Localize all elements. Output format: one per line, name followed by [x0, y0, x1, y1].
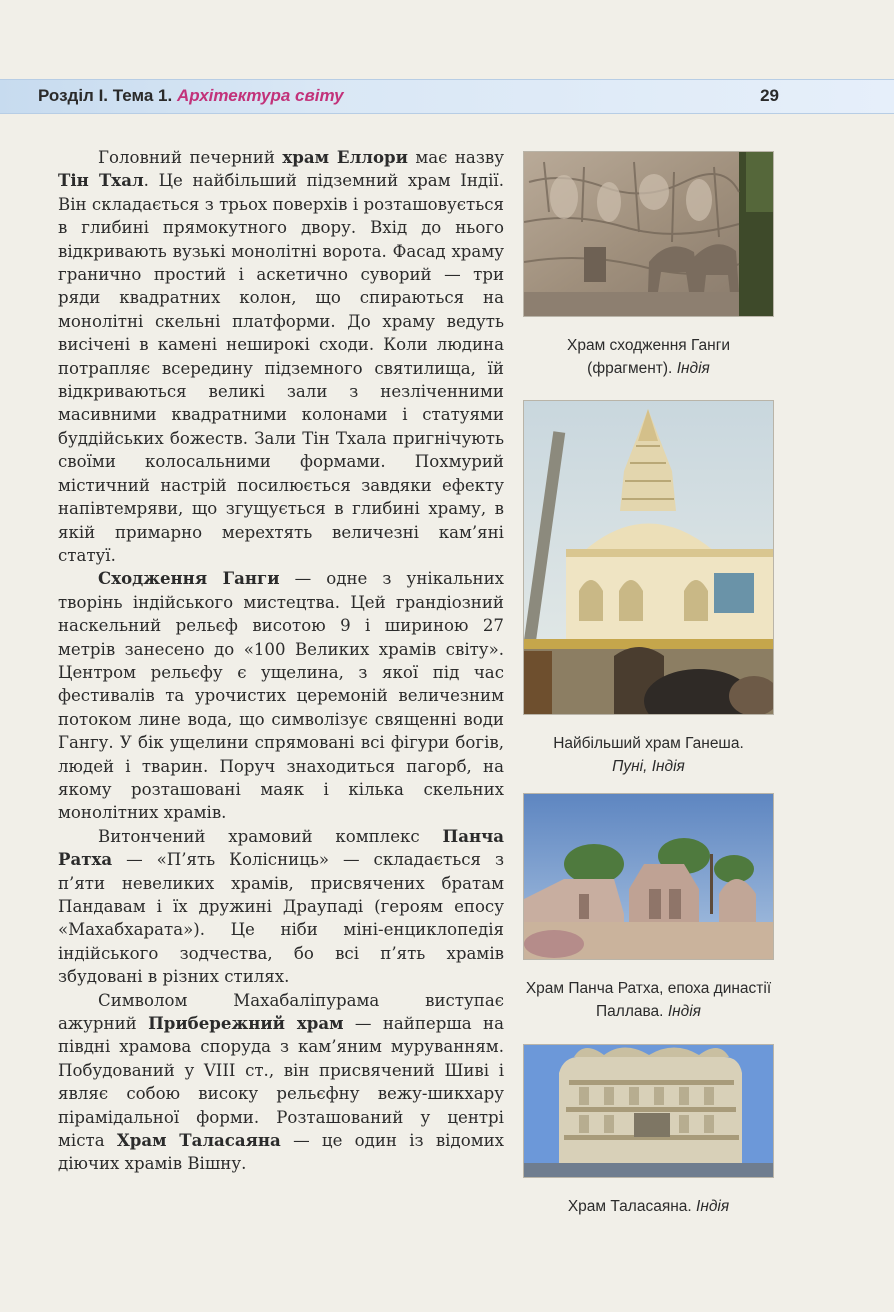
photo-ganesha-temple — [524, 401, 773, 714]
article-body — [58, 146, 504, 1176]
bold-term: Тін Тхал — [58, 170, 144, 191]
caption-place: Індія — [667, 1003, 701, 1020]
bold-term: Панча Ратха — [58, 825, 504, 870]
figure-ganesha-temple — [524, 401, 773, 778]
text-run: . Це найбільший підземний храм Індії. Він складається з трьох поверхів і розташовується в глибині прямокутного двору. Вхід до нього відкривають вузькі монолітні ворота. Фасад храму гранично простий і аскетично суворий — три ряди квадратних колон, що спираються на монолітні скельні платформи. До храму ведуть висічені в камені неширокі сходи. Коли людина потрапляє всередину підземного святилища, їй відкриваються великі зали з незліченними масивними квадратними колонами і статуями буддійських божеств. Зали Тін Тхала пригнічують своїми колосальними формами. Похмурий містичний настрій посилюється завдяки ефекту напівтемряви, що згущується в глибині храму, в якій примарно мерехтять величезні кам’яні статуї. — [58, 171, 504, 565]
text-run: — одне з унікальних творінь індійського мистецтва. Цей грандіозний наскельний рельєф висотою 9 і шириною 27 метрів занесено до «100 Великих храмів світу». Центром рельєфу є ущелина, з якої під час фестивалів та урочистих церемоній величезним потоком лине вода, що символізує священні води Гангу. У бік ущелини спрямовані всі фігури богів, людей і тварин. Поруч знаходиться пагорб, на якому розташовані маяк і кілька скельних монолітних храмів. — [58, 569, 505, 823]
paragraph — [58, 825, 504, 989]
caption-place: Пуні, Індія — [612, 758, 685, 775]
paragraph — [58, 989, 504, 1176]
caption-ganga-relief — [524, 334, 773, 380]
running-head — [38, 86, 344, 106]
text-run: Символом Махабаліпурама виступає ажурний — [58, 990, 504, 1034]
text-run: Головний печерний — [98, 148, 283, 167]
bold-term: Сходження Ганги — [98, 568, 280, 589]
caption-talasayana — [524, 1195, 773, 1218]
photo-talasayana — [524, 1045, 773, 1177]
figure-ganga-relief — [524, 152, 773, 380]
paragraph — [58, 567, 504, 824]
caption-text: Храм Таласаяна. — [567, 1198, 692, 1215]
text-run: має назву — [407, 148, 504, 167]
figure-talasayana — [524, 1045, 773, 1218]
caption-text: Храм сходження Ганги (фрагмент). — [566, 337, 730, 377]
topic-title: Архітектура світу — [176, 86, 344, 105]
caption-text: Храм Панча Ратха, епоха династії Паллава. — [525, 980, 772, 1020]
bold-term: Храм Таласаяна — [116, 1130, 281, 1151]
section-label: Розділ І. Тема 1. — [38, 86, 173, 105]
figure-pancha-ratha — [524, 794, 773, 1023]
photo-ganga-relief — [524, 152, 773, 316]
paragraph — [58, 146, 504, 567]
caption-pancha-ratha — [524, 977, 773, 1023]
bold-term: Прибережний храм — [148, 1013, 344, 1034]
caption-ganesha-temple — [524, 732, 773, 778]
page-header — [0, 79, 894, 114]
text-run: — найперша на півдні храмова споруда з кам’яним муруванням. Побудований у VIII ст., він присвячений Шиві і являє собою високу рельєфну вежу-шикхару пірамідальної форми. Розташований у центрі міста — [58, 1014, 504, 1151]
page-number: 29 — [760, 86, 779, 105]
caption-place: Індія — [696, 1198, 730, 1215]
text-run: — «П’ять Колісниць» — складається з п’яти невеликих храмів, присвячених братам Пандавам і їх дружині Драупаді (героям епосу «Махабхарата»). Це ніби міні-енциклопедія індійського зодчества, бо всі п’ять храмів збудовані в різних стилях. — [58, 850, 504, 987]
photo-pancha-ratha — [524, 794, 773, 959]
bold-term: храм Еллори — [282, 147, 408, 167]
caption-place: Індія — [676, 360, 710, 377]
text-run: Витончений храмовий комплекс — [98, 826, 443, 846]
text-run: — це один із відомих діючих храмів Вішну. — [58, 1131, 505, 1174]
caption-text: Найбільший храм Ганеша. — [553, 735, 744, 752]
